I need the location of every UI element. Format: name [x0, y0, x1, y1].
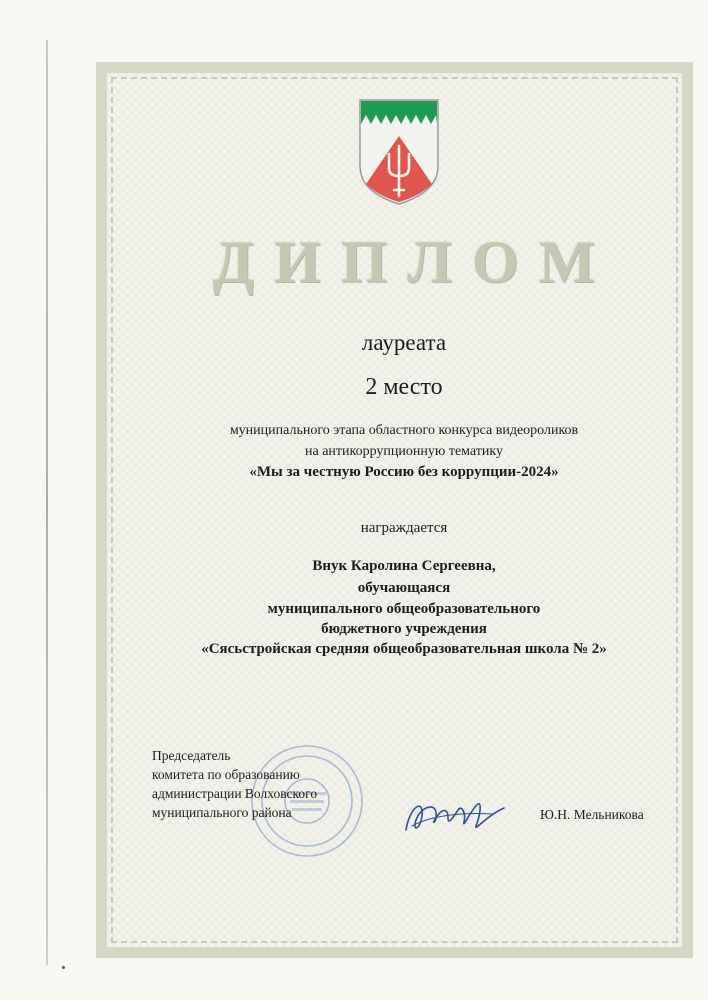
- signer-name: Ю.Н. Мельникова: [540, 807, 644, 822]
- signatory-line1: Председатель: [152, 748, 231, 763]
- contest-name: «Мы за честную Россию без коррупции-2024»: [249, 464, 559, 480]
- coat-of-arms-emblem: [356, 96, 442, 210]
- signatory-line3: администрации Волховского: [152, 786, 318, 801]
- laureate-label: лауреата: [361, 330, 447, 355]
- contest-description-line1: муниципального этапа областного конкурса видеороликов: [229, 423, 579, 438]
- signatory-line4: муниципального района: [152, 805, 292, 820]
- organization-line1: муниципального общеобразовательного: [267, 601, 541, 617]
- recipient-name: Внук Каролина Сергеевна,: [312, 558, 496, 574]
- signatory-line2: комитета по образованию: [152, 767, 300, 782]
- recipient-role: обучающаяся: [357, 580, 451, 596]
- diploma-title: ДИПЛОМ: [212, 229, 616, 295]
- organization-line2: бюджетного учреждения: [321, 621, 487, 637]
- signatory-position: [152, 746, 372, 822]
- scan-edge: [46, 40, 48, 965]
- contest-description-line2: на антикоррупционную тематику: [304, 444, 503, 459]
- handwritten-signature: [400, 786, 510, 842]
- place-label: 2 место: [365, 374, 443, 400]
- organization-line3: «Сясьстройская средняя общеобразовательная школа № 2»: [201, 641, 607, 657]
- awarded-label: награждается: [360, 520, 448, 536]
- scan-speck: [62, 966, 65, 969]
